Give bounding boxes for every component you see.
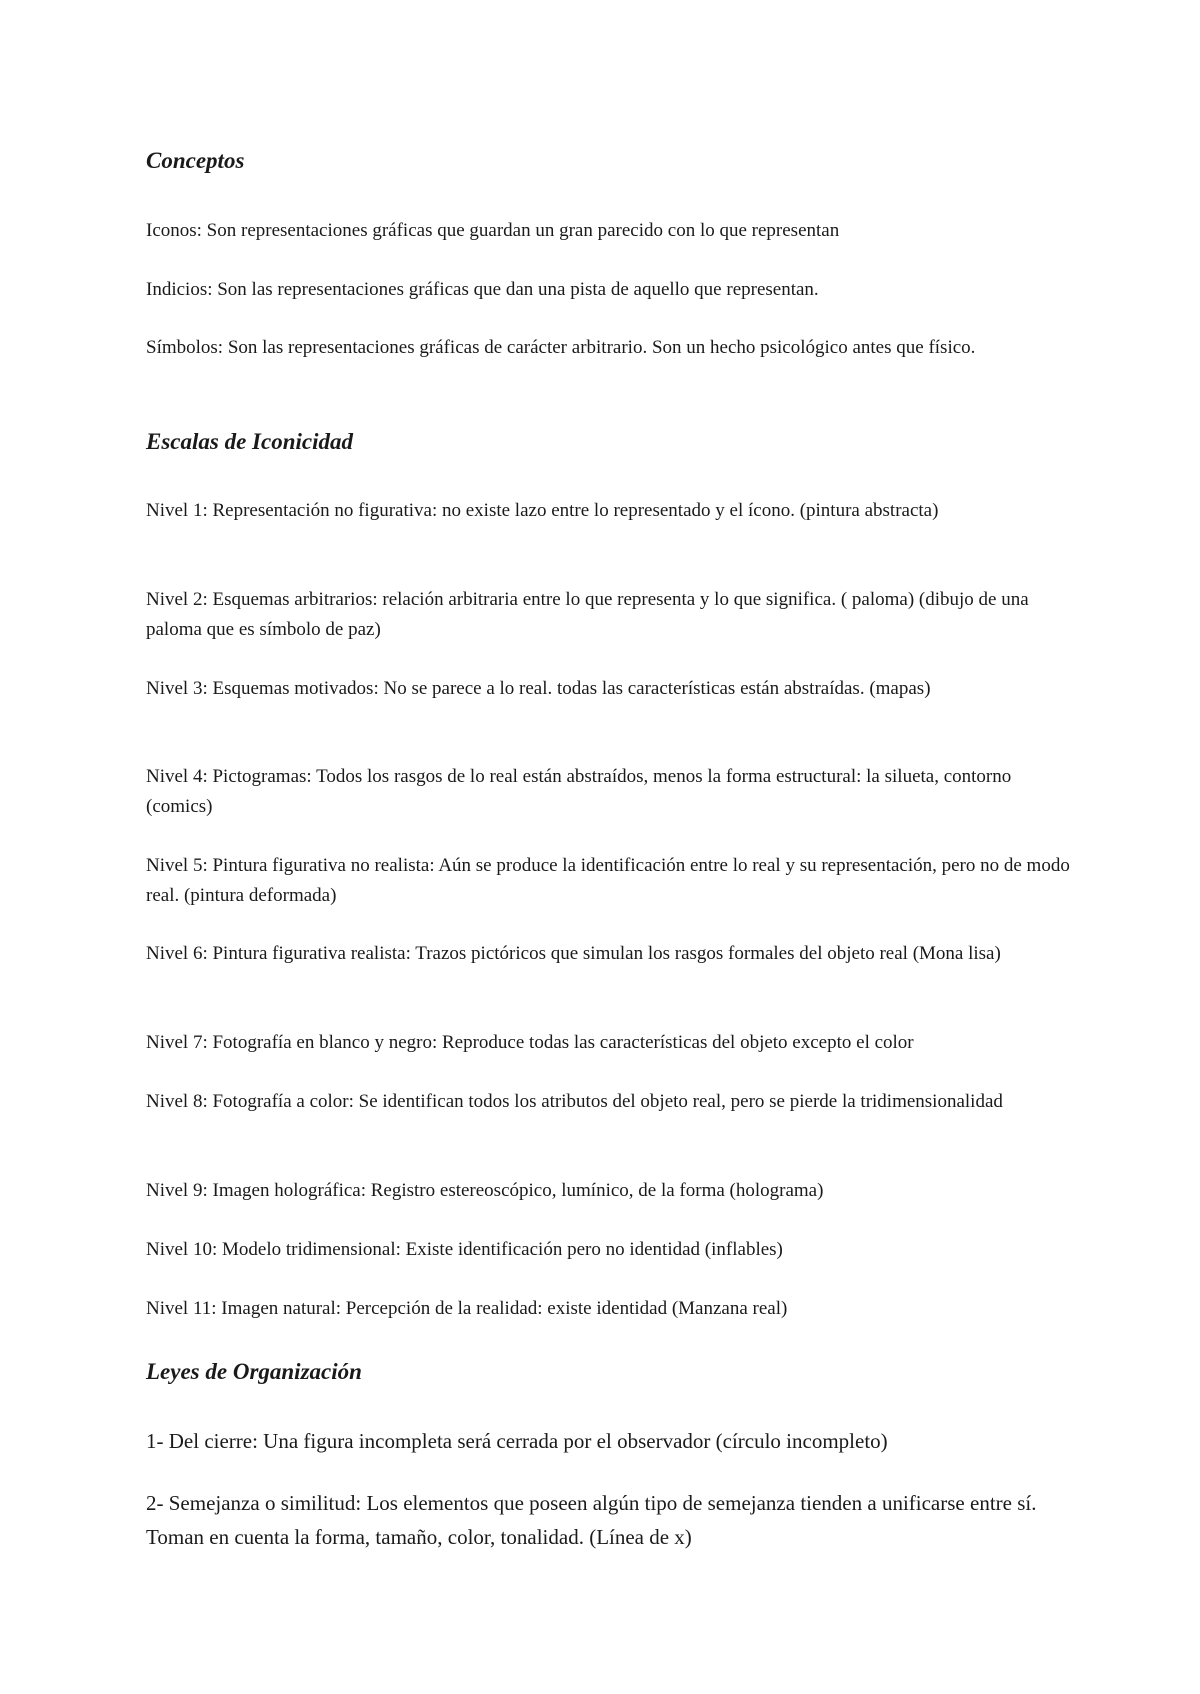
paragraph-nivel-7: Nivel 7: Fotografía en blanco y negro: Reproduce todas las características del objeto excepto el color — [146, 1032, 914, 1053]
paragraph-iconos: Iconos: Son representaciones gráficas que guardan un gran parecido con lo que representan — [146, 220, 840, 241]
paragraph-nivel-11: Nivel 11: Imagen natural: Percepción de la realidad: existe identidad (Manzana real) — [146, 1298, 788, 1319]
paragraph-nivel-9: Nivel 9: Imagen holográfica: Registro estereoscópico, lumínico, de la forma (holograma) — [146, 1180, 824, 1201]
paragraph-nivel-3: Nivel 3: Esquemas motivados: No se parece a lo real. todas las características están abstraídas. (mapas) — [146, 678, 931, 699]
heading-leyes-organizacion: Leyes de Organización — [146, 1359, 362, 1384]
paragraph-nivel-5: Nivel 5: Pintura figurativa no realista: Aún se produce la identificación entre lo real y su representación, pero no de modo real. (pintura deformada) — [146, 855, 1070, 906]
paragraph-nivel-8: Nivel 8: Fotografía a color: Se identifican todos los atributos del objeto real, pero se pierde la tridimensionalidad — [146, 1091, 1003, 1112]
paragraph-nivel-2: Nivel 2: Esquemas arbitrarios: relación arbitraria entre lo que representa y lo que significa. ( paloma) (dibujo de una paloma que es símbolo de paz) — [146, 589, 1029, 640]
paragraph-nivel-1: Nivel 1: Representación no figurativa: no existe lazo entre lo representado y el ícono. (pintura abstracta) — [146, 500, 939, 521]
heading-conceptos: Conceptos — [146, 148, 245, 173]
paragraph-nivel-10: Nivel 10: Modelo tridimensional: Existe identificación pero no identidad (inflables) — [146, 1239, 783, 1260]
paragraph-simbolos: Símbolos: Son las representaciones gráficas de carácter arbitrario. Son un hecho psicológico antes que físico. — [146, 337, 976, 358]
paragraph-ley-cierre: 1- Del cierre: Una figura incompleta será cerrada por el observador (círculo incompleto) — [146, 1429, 888, 1453]
paragraph-ley-semejanza: 2- Semejanza o similitud: Los elementos que poseen algún tipo de semejanza tienden a unificarse entre sí. Toman en cuenta la forma, tamaño, color, tonalidad. (Línea de x) — [146, 1491, 1037, 1549]
heading-escalas-iconicidad: Escalas de Iconicidad — [146, 429, 353, 454]
paragraph-nivel-6: Nivel 6: Pintura figurativa realista: Trazos pictóricos que simulan los rasgos formales del objeto real (Mona lisa) — [146, 943, 1001, 964]
paragraph-indicios: Indicios: Son las representaciones gráficas que dan una pista de aquello que representan. — [146, 279, 819, 300]
paragraph-nivel-4: Nivel 4: Pictogramas: Todos los rasgos de lo real están abstraídos, menos la forma estructural: la silueta, contorno (comics) — [146, 766, 1012, 817]
